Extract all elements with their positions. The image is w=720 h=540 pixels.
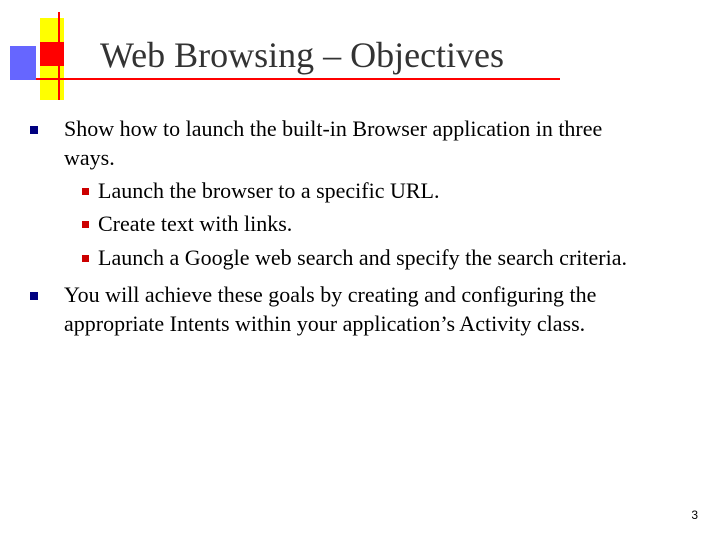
bullet-marker (30, 292, 38, 300)
slide-title: Web Browsing – Objectives (100, 35, 505, 75)
logo-red-square (40, 42, 64, 66)
logo-yellow-square (40, 18, 64, 42)
logo-blue-square (10, 46, 36, 80)
sub-bullet-text: Launch the browser to a specific URL. (98, 178, 440, 203)
sub-bullet-marker (82, 188, 89, 195)
page-number: 3 (691, 508, 698, 522)
bullet-marker (30, 126, 38, 134)
sub-bullet-marker (82, 221, 89, 228)
bullet-text: You will achieve these goals by creating and configuring the (64, 282, 597, 307)
bullet-text: Show how to launch the built-in Browser application in three (64, 116, 603, 141)
title-underline-rule (36, 78, 560, 80)
sub-bullet-text: Create text with links. (98, 211, 293, 236)
slide-logo-decoration (0, 0, 100, 100)
logo-yellow-square-lower (40, 66, 64, 100)
logo-vertical-rule (58, 12, 60, 100)
bullet-text: ways. (64, 145, 115, 170)
sub-bullet-marker (82, 255, 89, 262)
bullet-text: appropriate Intents within your application’s Activity class. (64, 311, 586, 336)
sub-bullet-text: Launch a Google web search and specify the search criteria. (98, 245, 627, 270)
